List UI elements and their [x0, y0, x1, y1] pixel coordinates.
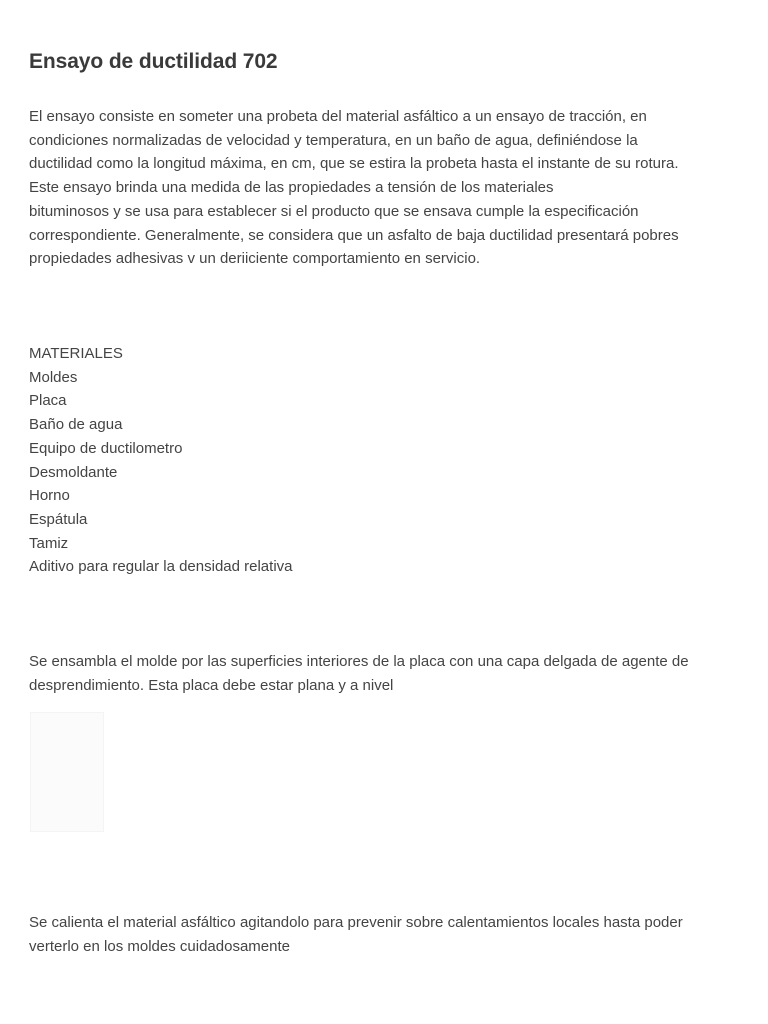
- material-item: Placa: [29, 392, 67, 410]
- step-line: verterlo en los moldes cuidadosamente: [29, 937, 290, 955]
- material-item: Espátula: [29, 510, 88, 528]
- intro-line: Este ensayo brinda una medida de las propiedades a tensión de los materiales: [29, 179, 554, 197]
- material-item: Horno: [29, 487, 70, 505]
- intro-line: El ensayo consiste en someter una probeta del material asfáltico a un ensayo de tracción, en: [29, 108, 647, 125]
- material-item: Aditivo para regular la densidad relativa: [29, 558, 293, 576]
- step-line: Se calienta el material asfáltico agitandolo para prevenir sobre calentamientos locales hasta poder: [29, 914, 683, 931]
- intro-line: correspondiente. Generalmente, se considera que un asfalto de baja ductilidad presentará pobres: [29, 226, 679, 244]
- intro-paragraph: [29, 105, 679, 271]
- material-item: Equipo de ductilometro: [29, 439, 183, 457]
- intro-line: propiedades adhesivas v un deriiciente comportamiento en servicio.: [29, 250, 481, 268]
- intro-line: ductilidad como la longitud máxima, en cm, que se estira la probeta hasta el instante de su rotura.: [29, 155, 679, 173]
- page-title: Ensayo de ductilidad 702: [29, 50, 278, 73]
- materials-heading: MATERIALES: [29, 345, 123, 362]
- material-item: Baño de agua: [29, 416, 123, 434]
- step-paragraph-2: [29, 911, 683, 958]
- step-line: Se ensambla el molde por las superficies interiores de la placa con una capa delgada de agente de: [29, 653, 689, 670]
- step-line: desprendimiento. Esta placa debe estar plana y a nivel: [29, 676, 394, 694]
- image-placeholder: [30, 712, 104, 832]
- intro-line: condiciones normalizadas de velocidad y temperatura, en un baño de agua, definiéndose la: [29, 131, 638, 149]
- material-item: Tamiz: [29, 534, 69, 552]
- material-item: Desmoldante: [29, 463, 118, 481]
- step-paragraph-1: [29, 650, 689, 697]
- intro-line: bituminosos y se usa para establecer si el producto que se ensava cumple la especificación: [29, 202, 639, 220]
- materials-list: [29, 342, 293, 579]
- material-item: Moldes: [29, 368, 78, 386]
